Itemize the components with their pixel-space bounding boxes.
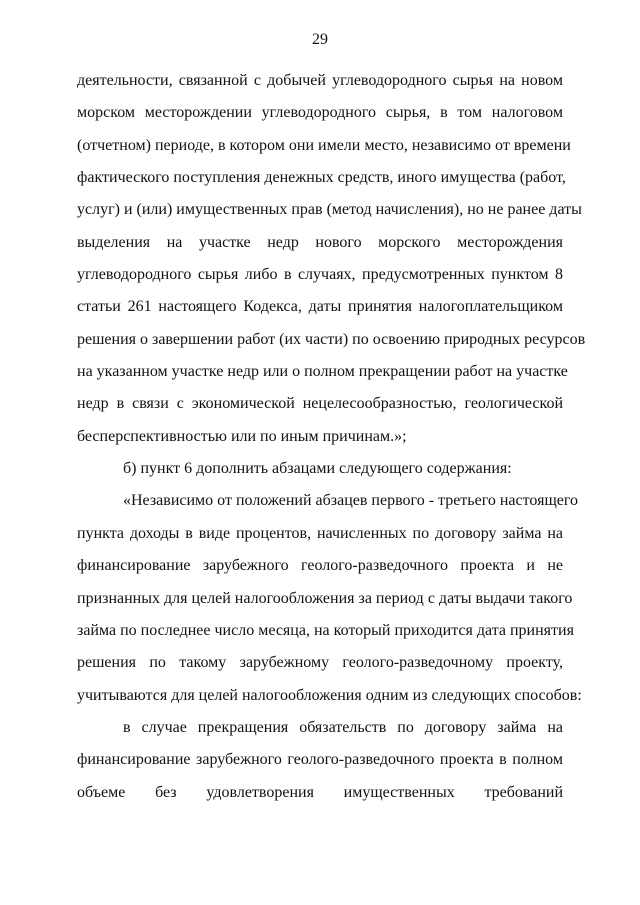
text-line: выделения на участке недр нового морского месторождения	[77, 233, 563, 251]
text-line: статьи 261 настоящего Кодекса, даты принятия налогоплательщиком	[77, 298, 563, 316]
text-line: признанных для целей налогообложения за период с даты выдачи такого	[77, 589, 573, 607]
text-line: углеводородного сырья либо в случаях, предусмотренных пунктом 8	[77, 266, 563, 284]
text-line: (отчетном) периоде, в котором они имели место, независимо от времени	[77, 136, 571, 154]
text-line: недр в связи с экономической нецелесообразностью, геологической	[77, 395, 563, 413]
text-line: финансирование зарубежного геолого-разведочного проекта в полном	[77, 751, 563, 769]
text-line: учитываются для целей налогообложения одним из следующих способов:	[77, 686, 582, 704]
text-line: морском месторождении углеводородного сырья, в том налоговом	[77, 104, 563, 122]
text-line: решения о завершении работ (их части) по освоению природных ресурсов	[77, 330, 586, 348]
text-line: финансирование зарубежного геолого-разведочного проекта и не	[77, 557, 563, 575]
text-line: фактического поступления денежных средств, иного имущества (работ,	[77, 169, 566, 187]
text-line: бесперспективностью или по иным причинам.»;	[77, 427, 407, 445]
page-number: 29	[312, 31, 328, 48]
text-line: пункта доходы в виде процентов, начисленных по договору займа на	[77, 524, 563, 542]
text-line: деятельности, связанной с добычей углеводородного сырья на новом	[77, 72, 563, 89]
text-line: услуг) и (или) имущественных прав (метод начисления), но не ранее даты	[77, 201, 582, 219]
text-line: «Независимо от положений абзацев первого - третьего настоящего	[123, 492, 579, 510]
text-line: решения по такому зарубежному геолого-разведочному проекту,	[77, 654, 563, 672]
text-line: объеме без удовлетворения имущественных требований	[77, 783, 563, 801]
text-line: б) пункт 6 дополнить абзацами следующего содержания:	[123, 460, 512, 478]
document-body	[77, 65, 586, 809]
text-line: на указанном участке недр или о полном прекращении работ на участке	[77, 363, 568, 381]
text-line: в случае прекращения обязательств по договору займа на	[123, 718, 563, 736]
text-line: займа по последнее число месяца, на который приходится дата принятия	[77, 621, 574, 639]
